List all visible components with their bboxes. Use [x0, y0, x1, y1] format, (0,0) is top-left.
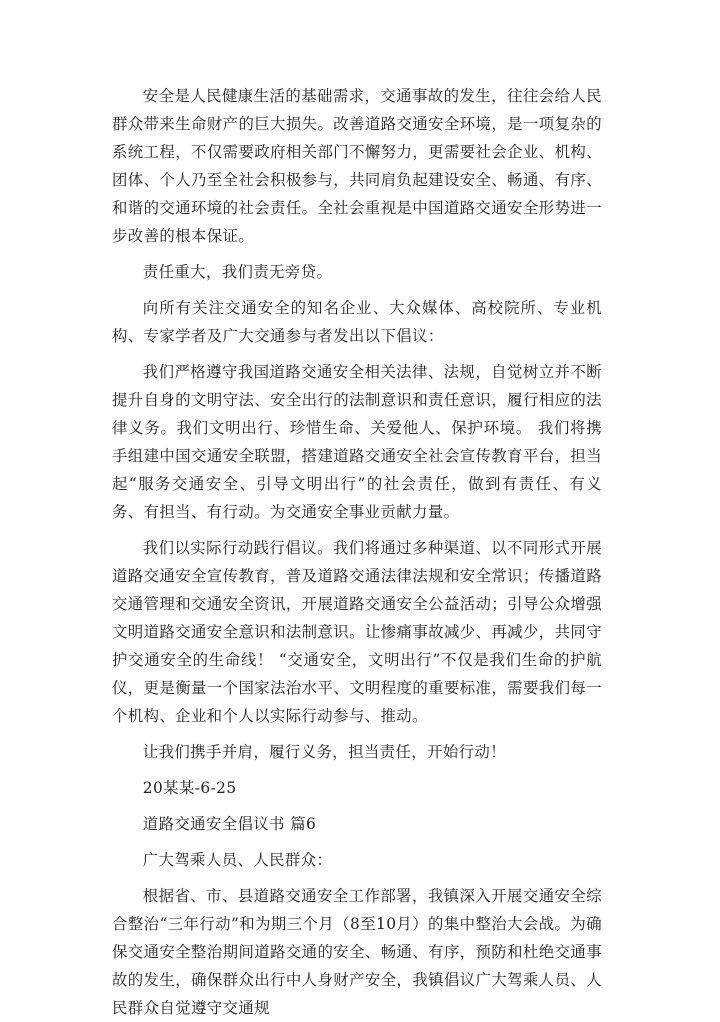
document-date: 20某某-6-25	[142, 779, 237, 797]
paragraph-action: 我们以实际行动践行倡议。我们将通过多种渠道、以不同形式开展道路交通安全宣传教育，普及道路交通法律法规和安全常识；传播道路交通管理和交通安全资讯，开展道路交通安全公益活动；引导公众增强文明道路交通安全意识和法制意识。让惨痛事故减少、再减少，共同守护交通安全的生命线！ “交通安全，文明出行”不仅是我们生命的护航仪，更是衡量一个国家法治水平、文明程度的重要标准，需要我们每一个机构、企业和个人以实际行动参与、推动。	[112, 539, 602, 725]
paragraph-call-to-action: 让我们携手并肩，履行义务，担当责任，开始行动！	[142, 743, 506, 761]
paragraph-appeal: 向所有关注交通安全的知名企业、大众媒体、高校院所、专业机构、专家学者及广大交通参与者发出以下倡议：	[112, 299, 602, 345]
paragraph-responsibility: 责任重大，我们责无旁贷。	[142, 263, 333, 281]
paragraph-commitment: 我们严格遵守我国道路交通安全相关法律、法规，自觉树立并不断提升自身的文明守法、安全出行的法制意识和责任意识，履行相应的法律义务。我们文明出行、珍惜生命、关爱他人、保护环境。 我们将携手组建中国交通安全联盟，搭建道路交通安全社会宣传教育平台，担当起“服务交通安全、引导文明出行”的社会责任，做到有责任、有义务、有担当、有行动。为交通安全事业贡献力量。	[112, 363, 602, 521]
paragraph-intro: 安全是人民健康生活的基础需求，交通事故的发生，往往会给人民群众带来生命财产的巨大损失。改善道路交通安全环境，是一项复杂的系统工程，不仅需要政府相关部门不懈努力，更需要社会企业、机构、团体、个人乃至全社会积极参与，共同肩负起建设安全、畅通、有序、和谐的交通环境的社会责任。全社会重视是中国道路交通安全形势进一步改善的根本保证。	[112, 87, 602, 245]
salutation: 广大驾乘人员、人民群众：	[142, 851, 333, 869]
paragraph-section-6: 根据省、市、县道路交通安全工作部署，我镇深入开展交通安全综合整治“三年行动”和为期三个月（8至10月）的集中整治大会战。为确保交通安全整治期间道路交通的安全、畅通、有序，预防和杜绝交通事故的发生，确保群众出行中人身财产安全，我镇倡议广大驾乘人员、人民群众自觉遵守交通规	[112, 887, 602, 1017]
document-body	[112, 82, 602, 1022]
section-heading: 道路交通安全倡议书 篇6	[142, 815, 317, 833]
